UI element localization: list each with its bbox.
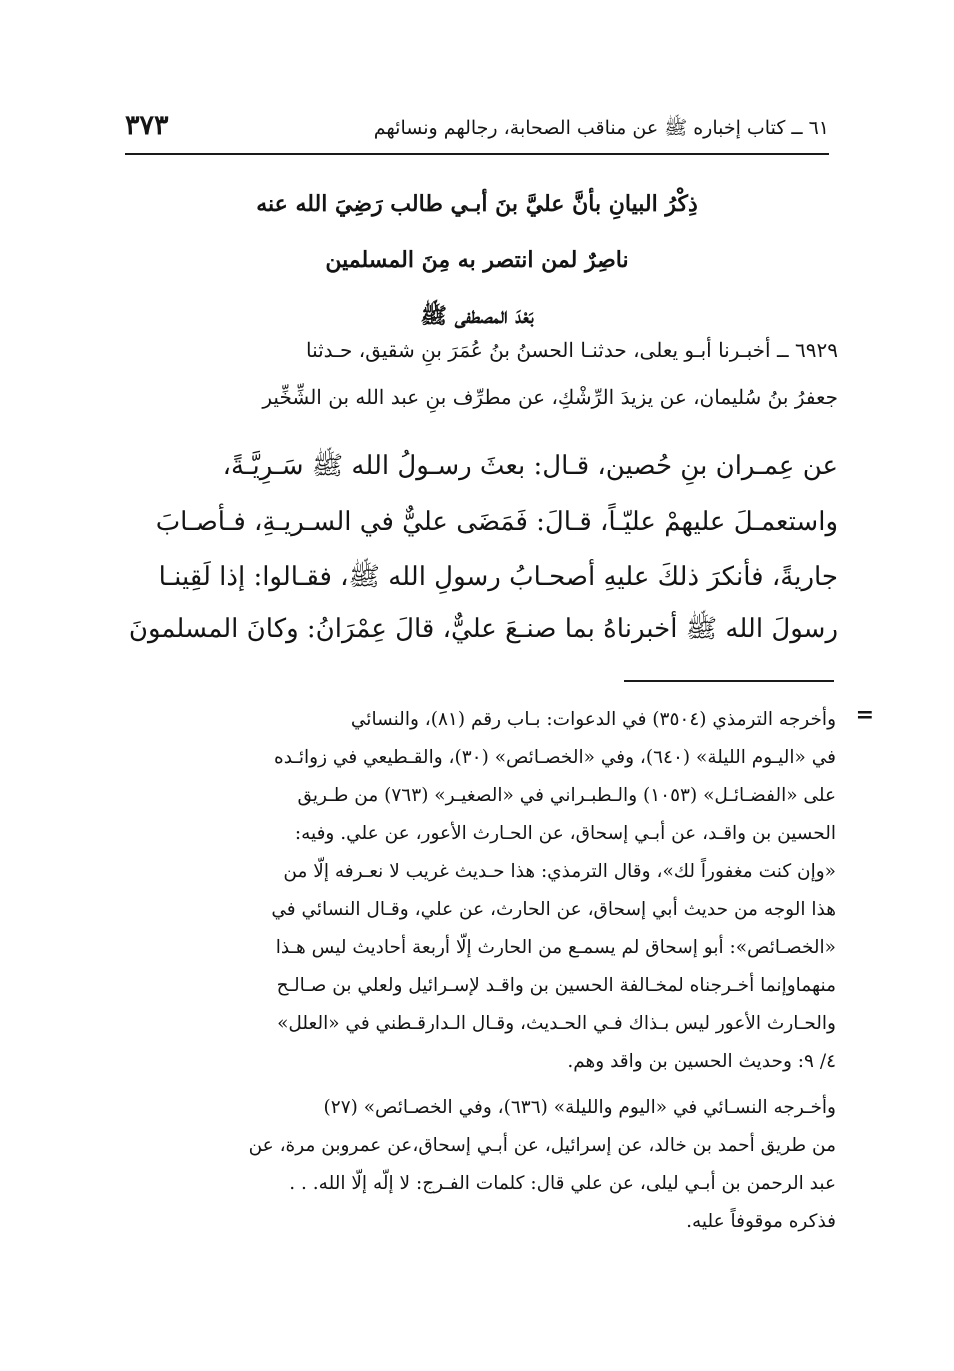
page-header [125,106,829,150]
footnote-line-13: عبد الرحمن بن أبـي ليلى، عن علي قال: كلمات الفـرج: لا إلّه إلّا الله. . . [289,1173,836,1194]
chapter-title [140,176,814,344]
running-title: ٦١ ــ كتاب إخباره ﷺ عن مناقب الصحابة، رجالهم ونسائهم [373,117,829,139]
footnote-line-11: وأخـرجه النسـائي في «اليوم والليلة» (٦٣٦)، وفي الخصـائص» (٢٧) [323,1097,836,1118]
footnote-line-3: على «الفضـائـل» (١٠٥٣) والـطبـراني في «الصغيـر» (٧٦٣) من طـريق [297,785,836,806]
footnote-line-2: في «اليـوم الليلة» (٦٤٠)، وفي «الخصـائص» (٣٠)، والقـطيعي في زوائـده [274,747,836,768]
footnote-line-6: هذا الوجه من حديث أبي إسحاق، عن الحارث، عن علي، وقـال النسائي في [271,899,836,920]
header-rule [125,153,829,155]
footnote-line-1: وأخرجه الترمذي (٣٥٠٤) في الدعوات: بـاب رقم (٨١)، والنسائي [350,709,836,730]
footnote-line-14: فذكره موقوفاً عليه. [686,1211,836,1232]
hadith-isnad-line-1: ٦٩٢٩ ــ أخبـرنا أبـو يعلى، حدثنـا الحسنُ بنُ عُمَرَ بنِ شقيق، حـدثنا [305,338,838,362]
hadith-matn-line-3: جاريةً، فأنكرَ ذلكَ عليهِ أصحـابُ رسولِ الله ﷺ، فقـالوا: إذا لَقِينـا [158,562,838,592]
footnote-line-7: «الخصـائص»: أبو إسحاق لم يسمـع من الحارث إلّا أربعة أحاديث ليس هـذا [275,937,836,958]
hadith-isnad-line-2: جعفرُ بنُ سُليمان، عن يزيدَ الرِّشْكِ، عن مطرِّف بنِ عبد الله بن الشِّخِّير [262,385,838,409]
chapter-title-line-3: بَعْدَ المصطفى ﷺ [420,303,534,329]
footnote-line-9: والحـارث الأعور ليس بـذاك فـي الحـديث، وقـال الـدارقـطني في «العلل» [277,1013,836,1034]
footnote-continuation-mark: = [855,702,874,728]
chapter-title-line-2: ناصِرٌ لمن انتصر به مِنَ المسلمين [325,247,629,273]
footnote-separator [624,680,834,682]
footnote-line-4: الحسين بن واقـد، عن أبـي إسحاق، عن الحـارث الأعور، عن علي. وفيه: [294,823,836,844]
footnote-line-8: منهماوإنما أخـرجناه لمخـالفة الحسين بن واقـد لإسـرائيل ولعلي بن صـالـح [276,975,836,996]
hadith-matn-line-1: عن عِمـران بنِ حُصين، قـال: بعثَ رسـولُ الله ﷺ سَـرِيَّـةً، [222,451,838,481]
footnote-line-5: «وإن كنت مغفوراً لك»، وقال الترمذي: هذا حـديث غريب لا نعـرفه إلّا من [283,861,836,882]
footnote-line-10: ٤/ ٩: وحديث الحسين بن واقد وهم. [567,1051,836,1072]
footnote-line-12: من طريق أحمد بن خالد، عن إسرائيل، عن أبـي إسحاق،عن عمروبن مرة، عن [248,1135,836,1156]
page-number: ٣٧٣ [125,110,169,141]
chapter-title-line-1: ذِكْرُ البيانِ بأنَّ عليَّ بنَ أبـي طالب رَضِيَ الله عنه [256,191,698,217]
hadith-matn-line-4: رسولَ الله ﷺ أخبرناهُ بما صنـعَ عليٌّ، قالَ عِمْرَانُ: وكانَ المسلمونَ [128,614,838,644]
hadith-matn-line-2: واستعمـلَ عليهمْ عليّـاً، قـالَ: فَمَضَى عليٌّ في السـريـةِ، فـأصـابَ [155,507,838,537]
